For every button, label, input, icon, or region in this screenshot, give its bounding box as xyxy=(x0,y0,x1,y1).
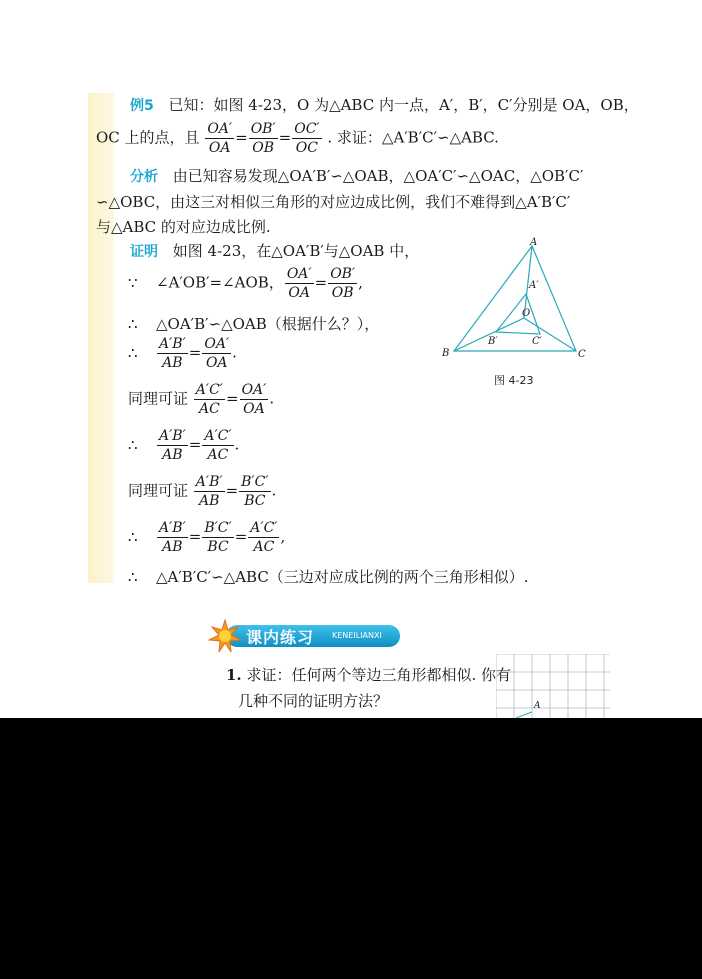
label-a: A xyxy=(530,237,538,248)
step2-text: △OA′B′∽△OAB（根据什么？）， xyxy=(156,315,380,333)
proof-step-3: ∴ $\frac{A'B'}{AB}$ = $\frac{OA'}{OA}$ . xyxy=(128,336,237,372)
example-fraction-2: $\frac{OB'}{OB}$ xyxy=(250,121,276,157)
example-label: 例5 xyxy=(130,98,154,114)
step5-fraction-2: $\frac{A'C'}{AC}$ xyxy=(204,428,232,464)
margin-highlight-band xyxy=(88,93,114,583)
label-a-prime: A′ xyxy=(529,280,539,291)
proof-step-1: ∵ ∠A′OB′=∠AOB， $\frac{OA'}{OA}$ = $\frac{OB'}{OB}$ , xyxy=(128,266,363,302)
conclusion-text: △A′B′C′∽△ABC（三边对应成比例的两个三角形相似）. xyxy=(156,568,529,586)
example-fraction-3: $\frac{OC'}{OC}$ xyxy=(294,121,320,157)
step3-fraction-2: $\frac{OA'}{OA}$ xyxy=(204,336,230,372)
example-line2-prefix: OC 上的点，且 xyxy=(96,128,200,147)
proof-step-7: ∴ $\frac{A'B'}{AB}$ = $\frac{B'C'}{BC}$ = $\frac{A'C'}{AC}$ , xyxy=(128,520,286,556)
example-line-2: OC 上的点，且 $\frac{OA'}{OA}$ = $\frac{OB'}{OB}$ = $\frac{OC'}{OC}$ . 求证：△A′B′C′∽△ABC. xyxy=(96,121,499,157)
therefore-symbol: ∴ xyxy=(128,343,138,362)
analysis-label: 分析 xyxy=(130,169,158,185)
step6-fraction-1: $\frac{A'B'}{AB}$ xyxy=(195,474,223,510)
practice-banner xyxy=(208,623,400,649)
therefore-symbol: ∴ xyxy=(128,568,138,586)
step1-fraction-2: $\frac{OB'}{OB}$ xyxy=(330,266,356,302)
step4-fraction-2: $\frac{OA'}{OA}$ xyxy=(241,382,267,418)
practice-item-line2: 几种不同的证明方法？ xyxy=(238,692,389,710)
example-line2-suffix: . 求证：△A′B′C′∽△ABC. xyxy=(327,128,499,147)
example-given-text: 已知：如图 4-23，O 为△ABC 内一点，A′，B′，C′分别是 OA，OB， xyxy=(168,96,639,114)
banner-subtitle: KENEILIANXI xyxy=(332,631,382,640)
proof-intro-line xyxy=(130,240,419,261)
proof-step-4: 同理可证 $\frac{A'C'}{AC}$ = $\frac{OA'}{OA}$ . xyxy=(128,382,275,418)
practice-item-1 xyxy=(226,664,511,685)
label-c: C xyxy=(578,349,586,360)
label-c-prime: C′ xyxy=(532,336,542,347)
label-o: O xyxy=(522,308,531,319)
proof-step-6: 同理可证 $\frac{A'B'}{AB}$ = $\frac{B'C'}{BC}$ . xyxy=(128,474,277,510)
step3-fraction-1: $\frac{A'B'}{AB}$ xyxy=(159,336,186,372)
figure-caption: 图 4-23 xyxy=(494,374,534,387)
analysis-line-1 xyxy=(130,165,583,186)
therefore-symbol: ∴ xyxy=(128,435,138,454)
step6-fraction-2: $\frac{B'C'}{BC}$ xyxy=(241,474,269,510)
step7-fraction-1: $\frac{A'B'}{AB}$ xyxy=(159,520,186,556)
example-fraction-1: $\frac{OA'}{OA}$ xyxy=(207,121,233,157)
example-line-1 xyxy=(130,94,639,115)
analysis-line-2: ∽△OBC，由这三对相似三角形的对应边成比例，我们不难得到△A′B′C′ xyxy=(96,193,571,211)
grid-label-a: A xyxy=(534,701,541,711)
label-b-prime: B′ xyxy=(488,336,498,347)
proof-step-2 xyxy=(128,313,379,334)
angle-equality-text: ∠A′OB′=∠AOB， xyxy=(156,273,284,292)
proof-label: 证明 xyxy=(130,244,158,260)
proof-conclusion xyxy=(128,566,529,587)
grid-figure xyxy=(496,654,610,718)
therefore-symbol: ∴ xyxy=(128,315,138,333)
step7-fraction-3: $\frac{A'C'}{AC}$ xyxy=(250,520,278,556)
practice-item-number: 1. xyxy=(226,666,242,684)
step7-fraction-2: $\frac{B'C'}{BC}$ xyxy=(204,520,232,556)
sun-star-icon xyxy=(208,619,242,653)
proof-intro-text: 如图 4-23，在△OA′B′与△OAB 中， xyxy=(172,242,420,260)
step1-fraction-1: $\frac{OA'}{OA}$ xyxy=(286,266,312,302)
label-b: B xyxy=(442,348,450,359)
banner-title: 课内练习 xyxy=(246,628,315,647)
step4-fraction-1: $\frac{A'C'}{AC}$ xyxy=(195,382,223,418)
proof-step-5: ∴ $\frac{A'B'}{AB}$ = $\frac{A'C'}{AC}$ . xyxy=(128,428,240,464)
because-symbol: ∵ xyxy=(128,273,138,292)
similarly-text: 同理可证 xyxy=(128,389,189,408)
triangle-figure xyxy=(436,236,596,366)
similarly-text: 同理可证 xyxy=(128,481,189,500)
analysis-line-3: 与△ABC 的对应边成比例. xyxy=(96,218,271,236)
step5-fraction-1: $\frac{A'B'}{AB}$ xyxy=(159,428,186,464)
analysis-text-1: 由已知容易发现△OA′B′∽△OAB，△OA′C′∽△OAC，△OB′C′ xyxy=(172,167,584,185)
practice-item-line1: 求证：任何两个等边三角形都相似. 你有 xyxy=(246,666,511,684)
therefore-symbol: ∴ xyxy=(128,527,138,546)
outer-triangle-abc xyxy=(454,246,576,351)
